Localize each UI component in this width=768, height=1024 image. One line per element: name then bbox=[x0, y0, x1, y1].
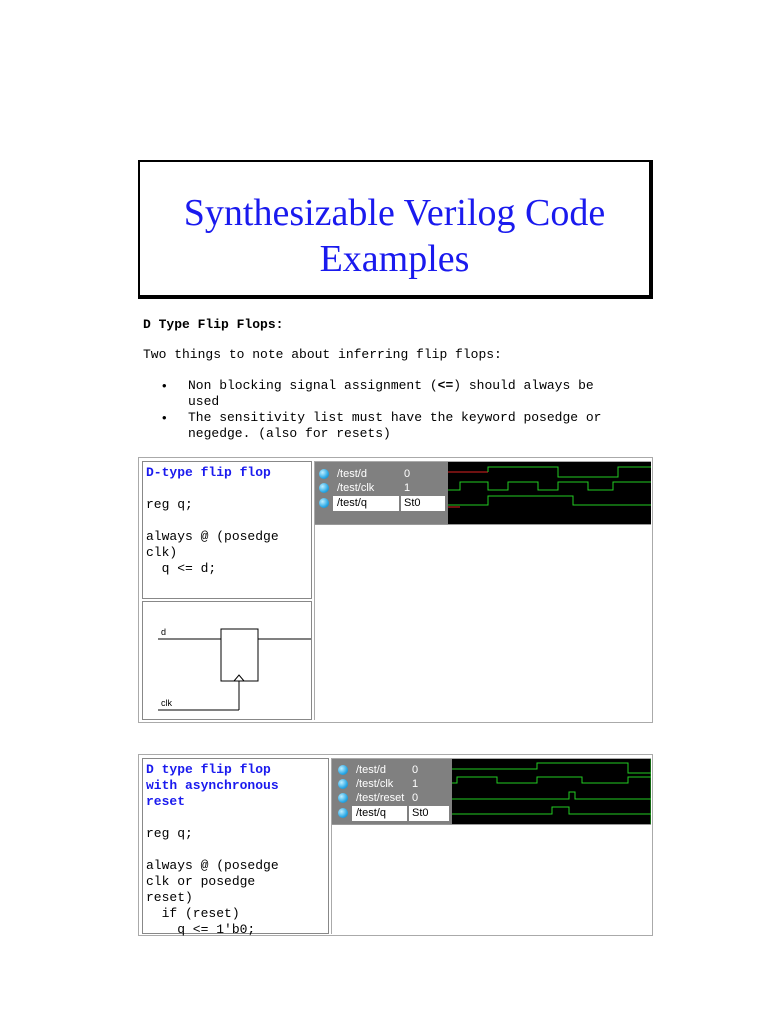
wave-clk bbox=[452, 777, 651, 783]
signal-row-d[interactable] bbox=[332, 763, 452, 778]
example2-waveform-cell bbox=[331, 758, 651, 934]
bullet-list bbox=[160, 378, 660, 442]
signal-row-q[interactable] bbox=[315, 496, 448, 511]
signal-icon bbox=[338, 779, 348, 789]
signal-row-reset[interactable] bbox=[332, 791, 452, 806]
signal-value: 1 bbox=[404, 482, 411, 494]
wave-d-green bbox=[488, 467, 651, 477]
example1-code: reg q; always @ (posedge clk) q <= d; bbox=[146, 497, 279, 576]
signal-name: /test/q bbox=[352, 806, 407, 821]
example1-title: D-type flip flop bbox=[146, 465, 271, 480]
signal-value: St0 bbox=[401, 496, 445, 511]
signal-name: /test/q bbox=[333, 496, 399, 511]
signal-row-q[interactable] bbox=[332, 806, 452, 821]
example1-wave-empty bbox=[315, 524, 651, 720]
bullet-item: • The sensitivity list must have the keyword posedge or negedge. (also for resets) bbox=[160, 410, 660, 442]
wave-d bbox=[452, 763, 651, 773]
signal-value: 0 bbox=[412, 764, 419, 776]
example1-panel bbox=[138, 457, 653, 723]
example2-waveform bbox=[452, 759, 651, 824]
example2-code-cell bbox=[142, 758, 329, 937]
example1-waveform bbox=[448, 462, 651, 524]
example2-panel bbox=[138, 754, 653, 936]
example1-schematic-cell bbox=[142, 601, 312, 720]
section-heading: D Type Flip Flops: bbox=[143, 317, 284, 332]
signal-name: /test/d bbox=[356, 764, 386, 776]
signal-icon bbox=[319, 483, 329, 493]
example1-code-cell bbox=[142, 461, 312, 599]
signal-value: 0 bbox=[412, 792, 419, 804]
example2-wave-empty bbox=[332, 824, 651, 934]
example2-title: D type flip flop with asynchronous reset bbox=[146, 762, 279, 809]
signal-icon bbox=[319, 469, 329, 479]
signal-value: St0 bbox=[409, 806, 449, 821]
example1-waveform-cell bbox=[314, 461, 651, 720]
signal-name: /test/clk bbox=[337, 482, 375, 494]
intro-text: Two things to note about inferring flip flops: bbox=[143, 347, 502, 362]
example2-code: reg q; always @ (posedge clk or posedge reset) if (reset) q <= 1'b0; bbox=[146, 826, 279, 937]
signal-value: 0 bbox=[404, 468, 411, 480]
schematic-clk-label: clk bbox=[161, 698, 172, 708]
signal-name: /test/d bbox=[337, 468, 367, 480]
signal-row-clk[interactable] bbox=[332, 777, 452, 792]
signal-icon bbox=[338, 808, 348, 818]
wave-q bbox=[452, 807, 651, 814]
signal-name: /test/reset bbox=[356, 792, 405, 804]
schematic-d-label: d bbox=[161, 627, 167, 637]
wave-reset bbox=[452, 792, 651, 799]
signal-value: 1 bbox=[412, 778, 419, 790]
signal-row-clk[interactable] bbox=[315, 481, 448, 496]
page-title: Synthesizable Verilog Code Examples bbox=[138, 160, 653, 299]
signal-icon bbox=[319, 498, 329, 508]
wave-q bbox=[448, 496, 651, 505]
wave-clk bbox=[448, 482, 651, 490]
bullet-item: • Non blocking signal assignment (<=) should always be used bbox=[160, 378, 660, 410]
signal-name: /test/clk bbox=[356, 778, 394, 790]
signal-icon bbox=[338, 765, 348, 775]
signal-row-d[interactable] bbox=[315, 467, 448, 482]
dff-schematic bbox=[143, 602, 311, 719]
signal-icon bbox=[338, 793, 348, 803]
